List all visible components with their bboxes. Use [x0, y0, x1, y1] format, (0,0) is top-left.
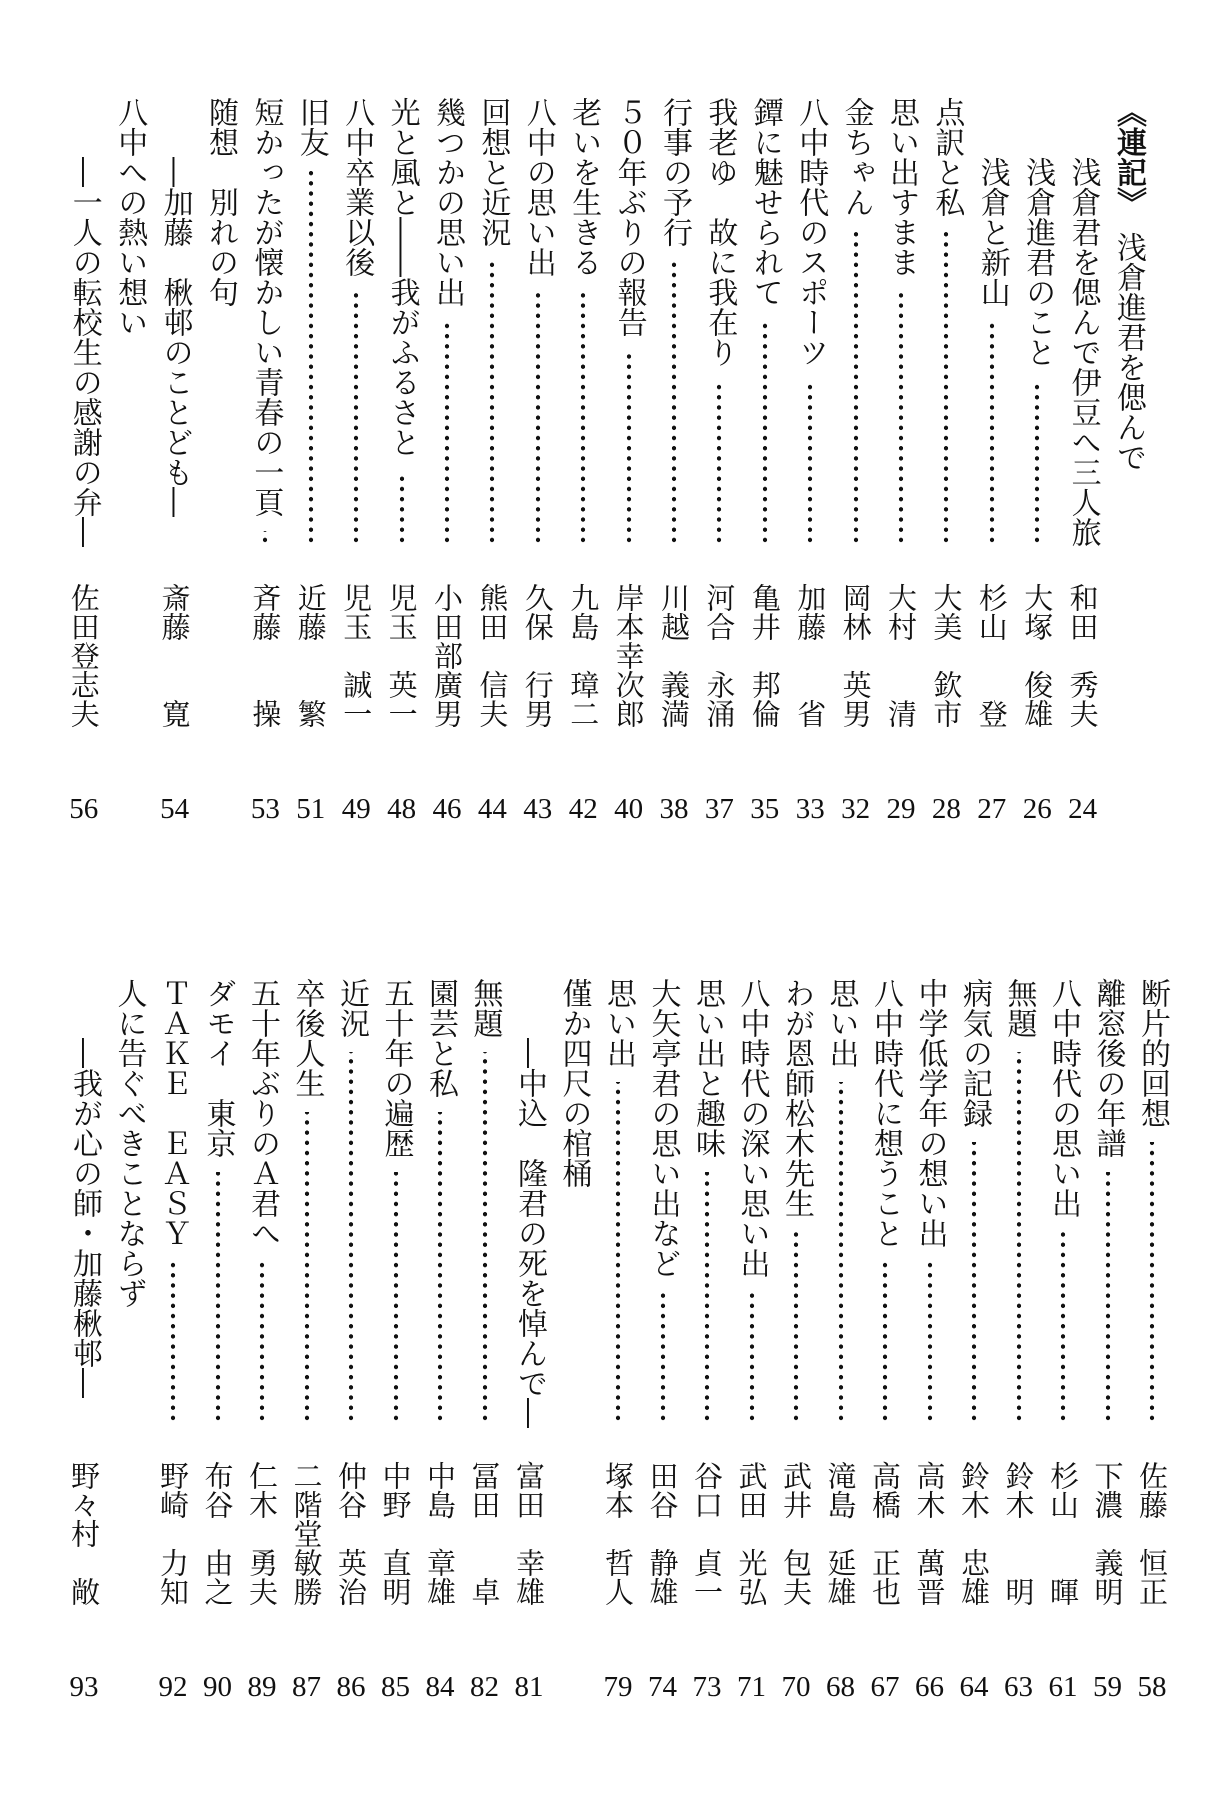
- entry-title: 人に告ぐべきことならず: [111, 978, 147, 1308]
- dot-leader: [580, 291, 586, 545]
- entry-title: 思い出すまま: [884, 97, 919, 277]
- toc-entry: [730, 976, 774, 1736]
- page-number: 59: [1093, 1671, 1122, 1703]
- entry-author: 鈴木 忠雄: [957, 1461, 991, 1606]
- entry-author: 中島 章雄: [423, 1461, 457, 1606]
- page-number: 70: [781, 1671, 811, 1703]
- entry-author: 谷口 貞一: [690, 1461, 724, 1606]
- toc-entry: [329, 976, 373, 1736]
- entry-author: 冨田 卓: [467, 1461, 502, 1606]
- entry-author: 大塚 俊雄: [1020, 583, 1055, 728]
- dot-leader: [762, 321, 768, 545]
- page-number: 81: [514, 1671, 544, 1703]
- entry-title: 八中時代のスポーツ: [793, 97, 829, 367]
- dot-leader: [807, 381, 813, 545]
- toc-entry: [1061, 95, 1105, 855]
- dot-leader: [671, 261, 677, 545]
- page-number: 46: [432, 793, 462, 825]
- dot-leader: [399, 471, 405, 545]
- entry-author: 鈴木 明: [1001, 1461, 1036, 1606]
- entry-author: 杉山 登: [974, 583, 1009, 728]
- entry-author: 佐藤 恒正: [1135, 1461, 1169, 1606]
- dot-leader: [626, 351, 632, 545]
- entry-author: 久保 行男: [520, 583, 555, 728]
- dot-leader: [437, 1112, 443, 1423]
- dot-leader: [793, 1232, 799, 1423]
- page-number: 86: [336, 1671, 366, 1703]
- entry-author: 近藤 繁: [293, 583, 328, 728]
- page-number: 85: [381, 1671, 410, 1703]
- toc-entry: [561, 95, 605, 855]
- entry-title: 思い出と趣味: [690, 978, 725, 1158]
- dot-leader: [259, 1262, 265, 1423]
- entry-author: 加藤 省: [793, 583, 828, 728]
- entry-author: 野々村 敞: [67, 1461, 101, 1606]
- page-number: 27: [977, 793, 1007, 825]
- entry-title: 点訳と私: [929, 97, 965, 217]
- entry-title: 八中の思い出: [520, 97, 556, 277]
- dot-leader: [989, 321, 995, 545]
- toc-entry: [374, 976, 418, 1736]
- dot-leader: [927, 1262, 933, 1423]
- toc-entry: [552, 976, 596, 1736]
- toc-entry: [997, 976, 1041, 1736]
- entry-author: 佐田登志夫: [66, 583, 101, 728]
- dot-leader: [1016, 1052, 1022, 1423]
- toc-entry: [507, 976, 551, 1736]
- entry-title: 思い出: [601, 978, 636, 1068]
- entry-title: ―加藤 楸邨のことども―: [157, 157, 193, 517]
- toc-entry: [834, 95, 878, 855]
- entry-author: 児玉 誠一: [339, 583, 374, 728]
- entry-title: 短かったが懐かしい青春の一頁: [248, 97, 284, 517]
- page-number: 53: [250, 793, 280, 825]
- entry-title: 鐔に魅せられて: [747, 97, 783, 307]
- page-number: 90: [203, 1671, 232, 1703]
- entry-author: 武田 光弘: [734, 1461, 769, 1606]
- entry-title: 思い出: [823, 978, 859, 1068]
- page-number: 37: [704, 793, 734, 825]
- dot-leader: [882, 1262, 888, 1423]
- entry-author: 大美 欽市: [929, 583, 964, 728]
- toc-entry: [243, 95, 287, 855]
- page-number: 56: [69, 793, 99, 825]
- entry-title: 浅倉君を偲んで伊豆へ三人旅: [1065, 157, 1101, 547]
- entry-author: 大村 清: [884, 583, 918, 728]
- section-heading: [1106, 97, 1150, 472]
- dot-leader: [615, 1082, 621, 1423]
- toc-entry: [652, 95, 696, 855]
- entry-title: 五十年ぶりのＡ君へ: [245, 978, 280, 1248]
- page-number: 58: [1137, 1671, 1167, 1703]
- toc-entry: [743, 95, 787, 855]
- entry-title: 随想 別れの句: [203, 97, 238, 307]
- dot-leader: [304, 1112, 310, 1423]
- page-number: 61: [1048, 1671, 1078, 1703]
- toc-entry: [463, 976, 507, 1736]
- toc-entry: [151, 976, 195, 1736]
- entry-title: 光と風と――我がふるさと: [384, 97, 420, 457]
- page-number: 29: [886, 793, 916, 825]
- page-number: 44: [477, 793, 507, 825]
- toc-entry: [970, 95, 1014, 855]
- entry-title: 無題: [1001, 978, 1037, 1038]
- entry-author: 高木 萬晋: [912, 1461, 947, 1606]
- toc-entry: [1130, 976, 1174, 1736]
- toc-entry: [952, 976, 996, 1736]
- toc-entry: [380, 95, 424, 855]
- entry-title: 浅倉と新山: [974, 157, 1010, 307]
- toc-entry: [107, 976, 151, 1736]
- toc-entry: [685, 976, 729, 1736]
- toc-entry: [879, 95, 923, 855]
- toc-entry: [62, 95, 106, 855]
- page-number: 64: [959, 1671, 989, 1703]
- dot-leader: [660, 1292, 666, 1423]
- dot-leader: [482, 1052, 488, 1423]
- entry-title: 八中時代に想うこと: [868, 978, 903, 1248]
- heading-text: 浅倉進君を偲んで: [1111, 232, 1146, 472]
- toc-entry: [198, 95, 242, 855]
- entry-title: 八中卒業以後: [339, 97, 375, 277]
- toc-entry: [788, 95, 832, 855]
- dot-leader: [716, 381, 722, 545]
- toc-entry: [196, 976, 240, 1736]
- entry-title: 中学低学年の想い出: [912, 978, 948, 1248]
- dot-leader: [1060, 1232, 1066, 1423]
- page-number: 38: [659, 793, 689, 825]
- entry-title: 五十年の遍歴: [378, 978, 414, 1158]
- page-number: 48: [387, 793, 417, 825]
- entry-title: 八中時代の深い思い出: [734, 978, 770, 1278]
- entry-title: 我老ゆ 故に我在り: [702, 97, 738, 367]
- entry-title: 行事の予行: [657, 97, 692, 247]
- dot-leader: [444, 321, 450, 545]
- page-number: 93: [69, 1671, 99, 1703]
- entry-title: 園芸と私: [423, 978, 458, 1098]
- toc-entry: [516, 95, 560, 855]
- page-number: 33: [795, 793, 825, 825]
- toc-entry: [819, 976, 863, 1736]
- dot-leader: [489, 261, 495, 545]
- entry-title: 回想と近況: [475, 97, 511, 247]
- page-number: 82: [470, 1671, 499, 1703]
- entry-author: 斎藤 寛: [157, 583, 192, 728]
- toc-entry: [418, 976, 462, 1736]
- entry-author: 熊田 信夫: [475, 583, 510, 728]
- dot-leader: [170, 1262, 176, 1423]
- entry-title: 金ちゃん: [838, 97, 874, 217]
- entry-author: 和田 秀夫: [1065, 583, 1100, 728]
- entry-author: 岸本幸次郎: [611, 583, 646, 728]
- entry-author: 富田 幸雄: [512, 1461, 546, 1606]
- toc-entry: [107, 95, 151, 855]
- entry-title: 無題: [467, 978, 503, 1038]
- page-number: 71: [737, 1671, 766, 1703]
- dot-leader: [1105, 1172, 1111, 1423]
- toc-entry: [62, 976, 106, 1736]
- entry-author: 野崎 力知: [156, 1461, 190, 1606]
- entry-title: ―中込 隆君の死を悼んで―: [512, 1038, 547, 1428]
- page-number: 28: [931, 793, 961, 825]
- page-number: 68: [826, 1671, 855, 1703]
- toc-entry: [334, 95, 378, 855]
- page-number: 40: [614, 793, 644, 825]
- entry-author: 杉山 暉: [1046, 1461, 1080, 1606]
- entry-title: 大矢亭君の思い出など: [645, 978, 681, 1278]
- entry-author: 岡林 英男: [838, 583, 873, 728]
- dot-leader: [353, 291, 359, 545]
- dot-leader: [535, 291, 541, 545]
- dot-leader: [704, 1172, 710, 1423]
- entry-title: 離窓後の年譜: [1090, 978, 1126, 1158]
- entry-title: 旧友: [293, 97, 329, 157]
- entry-title: 老いを生きる: [566, 97, 602, 277]
- toc-entry: [240, 976, 284, 1736]
- entry-title: ５０年ぶりの報告: [611, 97, 647, 337]
- entry-title: ―一人の転校生の感謝の弁―: [66, 157, 102, 547]
- entry-title: 断片的回想: [1135, 978, 1170, 1128]
- entry-title: 浅倉進君のこと: [1020, 157, 1056, 367]
- page-number: 35: [750, 793, 780, 825]
- page-number: 89: [247, 1671, 277, 1703]
- page-number: 84: [425, 1671, 455, 1703]
- toc-entry: [289, 95, 333, 855]
- entry-title: わが恩師松木先生: [779, 978, 814, 1218]
- entry-title: ―我が心の師・加藤楸邨―: [67, 1038, 102, 1398]
- page-number: 49: [341, 793, 371, 825]
- dot-leader: [1034, 381, 1040, 545]
- toc-entry: [285, 976, 329, 1736]
- toc-entry: [607, 95, 651, 855]
- dot-leader: [971, 1142, 977, 1423]
- dot-leader: [853, 231, 859, 545]
- entry-author: 下濃 義明: [1090, 1461, 1125, 1606]
- dot-leader: [348, 1052, 354, 1423]
- entry-title: 八中への熱い想い: [112, 97, 148, 337]
- dot-leader: [308, 171, 314, 545]
- entry-title: 幾つかの思い出: [430, 97, 465, 307]
- entry-title: 卒後人生: [289, 978, 325, 1098]
- toc-entry: [908, 976, 952, 1736]
- entry-author: 布谷 由之: [200, 1461, 235, 1606]
- dot-leader: [898, 291, 904, 545]
- toc-entry: [924, 95, 968, 855]
- entry-author: 小田部廣男: [430, 583, 464, 728]
- page-number: 43: [523, 793, 553, 825]
- toc-entry: [425, 95, 469, 855]
- toc-entry: [1086, 976, 1130, 1736]
- toc-entry: [1015, 95, 1059, 855]
- entry-author: 高橋 正也: [868, 1461, 902, 1606]
- entry-author: 児玉 英一: [384, 583, 419, 728]
- entry-author: 滝島 延雄: [823, 1461, 858, 1606]
- entry-author: 川越 義満: [657, 583, 691, 728]
- series-label: 《連記》: [1111, 97, 1146, 202]
- page-number: 87: [292, 1671, 321, 1703]
- toc-entry: [1041, 976, 1085, 1736]
- page-number: 66: [915, 1671, 944, 1703]
- page-number: 24: [1068, 793, 1098, 825]
- toc-entry: [153, 95, 197, 855]
- page-number: 51: [296, 793, 326, 825]
- entry-title: 病気の記録: [957, 978, 992, 1128]
- page-number: 79: [603, 1671, 633, 1703]
- page-number: 63: [1004, 1671, 1033, 1703]
- dot-leader: [943, 231, 949, 545]
- toc-entry: [596, 976, 640, 1736]
- page-number: 67: [870, 1671, 900, 1703]
- dot-leader: [838, 1082, 844, 1423]
- entry-title: 近況: [334, 978, 369, 1038]
- entry-author: 武井 包夫: [779, 1461, 813, 1606]
- entry-author: 亀井 邦倫: [747, 583, 782, 728]
- page-number: 32: [841, 793, 871, 825]
- toc-section-heading: [1106, 95, 1150, 855]
- page-number: 92: [158, 1671, 188, 1703]
- page-number: 74: [648, 1671, 677, 1703]
- entry-title: 僅か四尺の棺桶: [556, 978, 592, 1188]
- toc-entry: [774, 976, 818, 1736]
- entry-author: 仁木 勇夫: [245, 1461, 279, 1606]
- dot-leader: [393, 1172, 399, 1423]
- entry-author: 中野 直明: [378, 1461, 413, 1606]
- dot-leader: [749, 1292, 755, 1423]
- entry-title: ダモイ 東京: [200, 978, 236, 1158]
- page-number: 73: [692, 1671, 722, 1703]
- entry-author: 田谷 静雄: [645, 1461, 680, 1606]
- dot-leader: [1149, 1142, 1155, 1423]
- page-number: 26: [1022, 793, 1052, 825]
- toc-entry: [697, 95, 741, 855]
- entry-author: 二階堂敏勝: [289, 1461, 324, 1606]
- page-number: 42: [568, 793, 598, 825]
- entry-author: 河合 永涌: [702, 583, 737, 728]
- entry-title: ＴＡＫＥ ＥＡＳＹ: [156, 978, 191, 1248]
- toc-entry: [641, 976, 685, 1736]
- dot-leader: [215, 1172, 221, 1423]
- dot-leader: [262, 531, 268, 545]
- toc-entry: [470, 95, 514, 855]
- page-number: 54: [160, 793, 190, 825]
- entry-author: 仲谷 英治: [334, 1461, 368, 1606]
- toc-entry: [863, 976, 907, 1736]
- entry-title: 八中時代の思い出: [1046, 978, 1081, 1218]
- entry-author: 斉藤 操: [248, 583, 283, 728]
- entry-author: 塚本 哲人: [601, 1461, 635, 1606]
- entry-author: 九島 璋二: [566, 583, 601, 728]
